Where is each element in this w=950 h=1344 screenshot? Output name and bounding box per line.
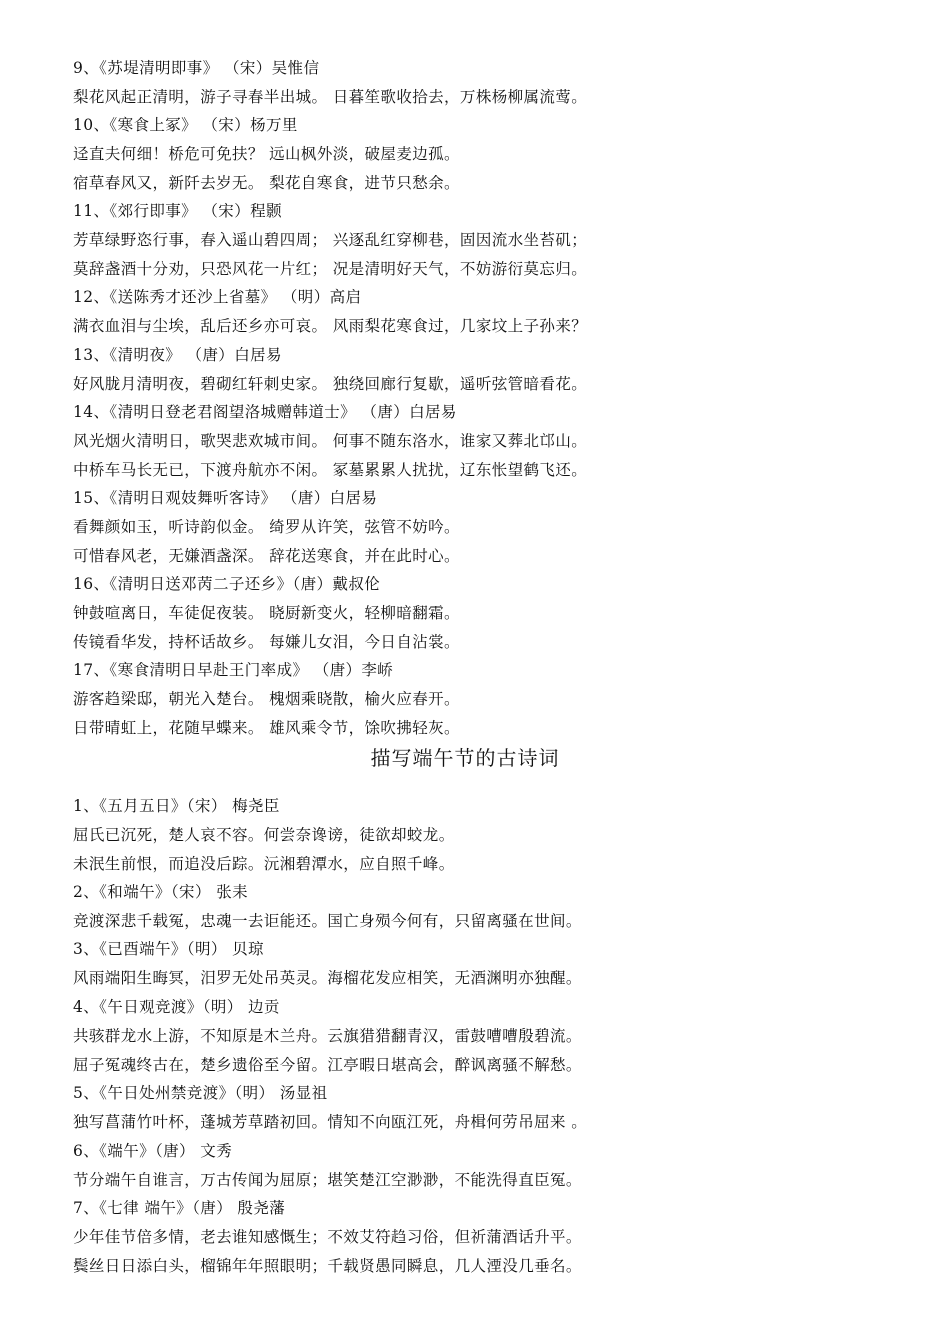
- poem-line: 迳直夫何细！桥危可免扶？ 远山枫外淡，破屋麦边孤。: [73, 145, 460, 163]
- poem-title: 12、《送陈秀才还沙上省墓》 （明）高启: [73, 288, 362, 306]
- poem-title: 3、《已酉端午》（明） 贝琼: [73, 940, 264, 958]
- poem-line: 屈氏已沉死，楚人哀不容。何尝奈谗谤，徒欲却蛟龙。: [73, 826, 455, 844]
- poem-line: 中桥车马长无已，下渡舟航亦不闲。 冢墓累累人扰扰，辽东怅望鹤飞还。: [73, 461, 588, 479]
- poem-title: 9、《苏堤清明即事》 （宋）吴惟信: [73, 59, 320, 77]
- poem-line: 独写菖蒲竹叶杯，蓬城芳草踏初回。情知不向瓯江死，舟楫何劳吊屈来 。: [73, 1113, 588, 1131]
- poem-line: 好风胧月清明夜，碧砌红轩刺史家。 独绕回廊行复歇，遥听弦管暗看花。: [73, 375, 588, 393]
- poem-line: 芳草绿野恣行事，春入遥山碧四周； 兴逐乱红穿柳巷，固因流水坐苔矶；: [73, 231, 588, 249]
- poem-line: 鬓丝日日添白头，榴锦年年照眼明；千载贤愚同瞬息，几人湮没几垂名。: [73, 1257, 582, 1275]
- poem-line: 看舞颜如玉，听诗韵似金。 绮罗从许笑，弦管不妨吟。: [73, 518, 460, 536]
- poem-line: 宿草春风又，新阡去岁无。 梨花自寒食，进节只愁余。: [73, 174, 460, 192]
- poem-line: 风雨端阳生晦冥，汨罗无处吊英灵。海榴花发应相笑，无酒渊明亦独醒。: [73, 969, 582, 987]
- poem-title: 2、《和端午》（宋） 张耒: [73, 883, 248, 901]
- poem-line: 风光烟火清明日，歌哭悲欢城市间。 何事不随东洛水，谁家又葬北邙山。: [73, 432, 588, 450]
- poem-title: 7、《七律 端午》（唐） 殷尧藩: [73, 1199, 286, 1217]
- poem-title: 17、《寒食清明日早赴王门率成》 （唐）李峤: [73, 661, 394, 679]
- poem-title: 14、《清明日登老君阁望洛城赠韩道士》 （唐）白居易: [73, 403, 457, 421]
- poem-line: 日带晴虹上，花随早蝶来。 雄风乘令节，馀吹拂轻灰。: [73, 719, 460, 737]
- poem-line: 可惜春风老，无嫌酒盏深。 辞花送寒食，并在此时心。: [73, 547, 460, 565]
- poem-line: 屈子冤魂终古在，楚乡遗俗至今留。江亭暇日堪高会，醉讽离骚不解愁。: [73, 1056, 582, 1074]
- poem-line: 共骇群龙水上游，不知原是木兰舟。云旗猎猎翻青汉，雷鼓嘈嘈殷碧流。: [73, 1027, 582, 1045]
- poem-title: 13、《清明夜》 （唐）白居易: [73, 346, 282, 364]
- poem-title: 11、《郊行即事》 （宋）程颢: [73, 202, 282, 220]
- poem-line: 传镜看华发，持杯话故乡。 每嫌儿女泪，今日自沾裳。: [73, 633, 460, 651]
- poem-line: 少年佳节倍多情，老去谁知感慨生；不效艾符趋习俗，但祈蒲酒话升平。: [73, 1228, 582, 1246]
- poem-line: 梨花风起正清明，游子寻春半出城。 日暮笙歌收拾去，万株杨柳属流莺。: [73, 88, 588, 106]
- poem-line: 竞渡深悲千载冤，忠魂一去讵能还。国亡身殒今何有，只留离骚在世间。: [73, 912, 582, 930]
- poem-line: 莫辞盏酒十分劝，只恐风花一片红； 况是清明好天气，不妨游衍莫忘归。: [73, 260, 588, 278]
- poem-title: 4、《午日观竞渡》（明） 边贡: [73, 998, 280, 1016]
- poem-title: 15、《清明日观妓舞听客诗》 （唐）白居易: [73, 489, 378, 507]
- section-heading-text: 描写端午节的古诗词: [370, 746, 560, 770]
- poem-line: 节分端午自谁言，万古传闻为屈原；堪笑楚江空渺渺，不能洗得直臣冤。: [73, 1171, 582, 1189]
- poem-line: 未泯生前恨，而追没后踪。沅湘碧潭水，应自照千峰。: [73, 855, 455, 873]
- poem-title: 6、《端午》（唐） 文秀: [73, 1142, 233, 1160]
- poem-title: 5、《午日处州禁竞渡》（明） 汤显祖: [73, 1084, 328, 1102]
- poem-title: 1、《五月五日》（宋） 梅尧臣: [73, 797, 280, 815]
- poem-line: 游客趋梁邸，朝光入楚台。 槐烟乘晓散，榆火应春开。: [73, 690, 460, 708]
- poem-title: 16、《清明日送邓苪二子还乡》（唐）戴叔伦: [73, 575, 381, 593]
- poem-line: 钟鼓喧离日，车徒促夜装。 晓厨新变火，轻柳暗翻霜。: [73, 604, 460, 622]
- poem-title: 10、《寒食上冢》 （宋）杨万里: [73, 116, 298, 134]
- section-heading: [0, 745, 950, 771]
- poem-line: 满衣血泪与尘埃，乱后还乡亦可哀。 风雨梨花寒食过，几家坟上子孙来？: [73, 317, 588, 335]
